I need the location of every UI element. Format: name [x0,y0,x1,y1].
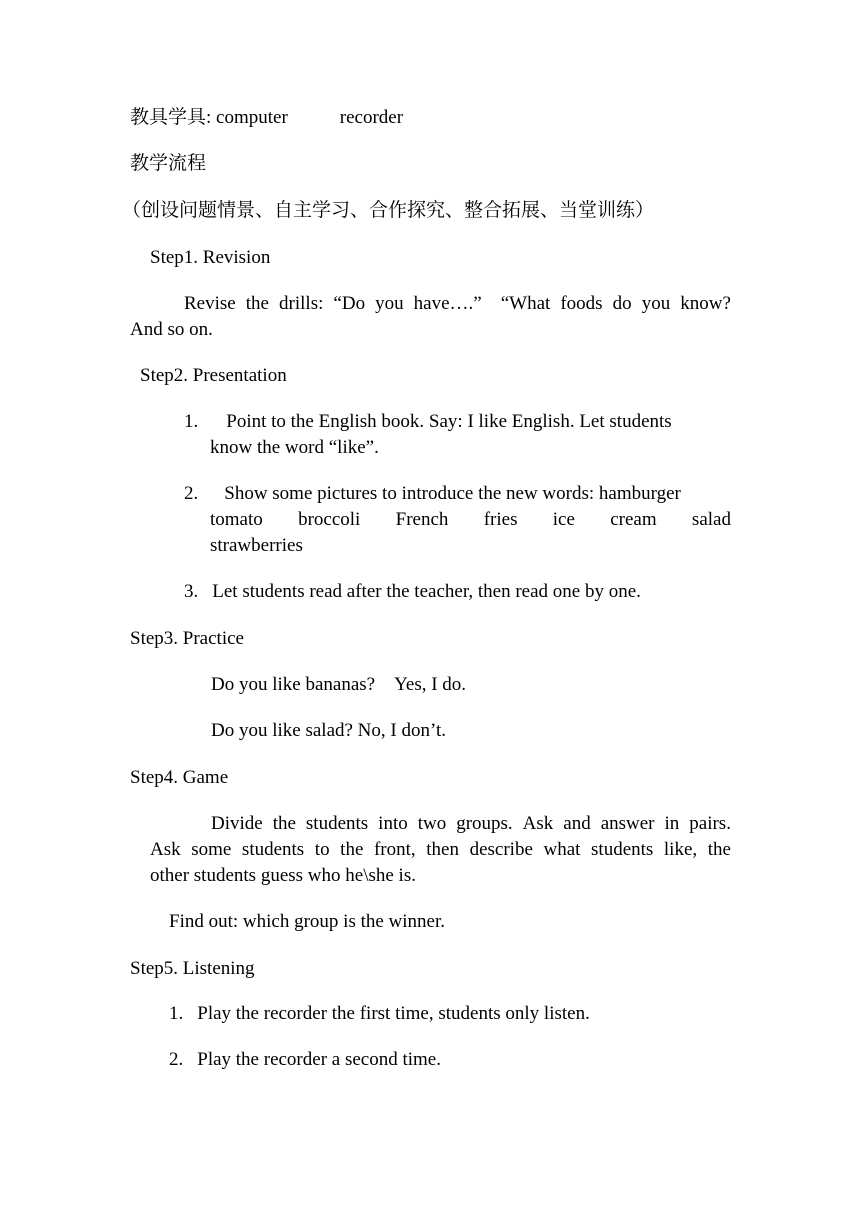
step3-line-2: Do you like salad? No, I don’t. [211,720,446,741]
word: you [641,293,671,314]
step4-text [150,811,731,889]
word: foods [560,293,603,314]
step2-item-1-line2: know the word “like”. [210,437,379,458]
tools-label: 教具学具: computer [130,107,288,128]
word: “Do [333,293,366,314]
step4-line3: other students guess who he\she is. [150,865,416,886]
step5-item-2-text: Play the recorder a second time. [197,1049,441,1070]
word-french: French [395,509,449,530]
word: students [241,839,305,860]
word: some [191,839,232,860]
word: drills: [279,293,324,314]
step2-item-3-num: 3. [184,581,199,602]
word: groups. [456,813,513,834]
word: the [272,813,296,834]
step5-title: Step5. Listening [130,958,255,979]
flow-steps: （创设问题情景、自主学习、合作探究、整合拓展、当堂训练） [122,200,655,221]
step5-item-1-num: 1. [169,1003,184,1024]
step1-title: Step1. Revision [150,247,271,268]
step2-item-1-line1: Point to the English book. Say: I like English. Let students [226,411,672,432]
step2-item-3-line1: Let students read after the teacher, then read one by one. [212,581,641,602]
step4-title: Step4. Game [130,767,229,788]
step1-text-line1 [130,291,731,317]
tools-item-recorder: recorder [339,107,404,128]
word: and [563,813,591,834]
word: students [305,813,369,834]
word: Ask [150,839,181,860]
word: in [664,813,680,834]
word: do [612,293,632,314]
word: know? [680,293,731,314]
word-tomato: tomato [210,509,263,530]
step2-title: Step2. Presentation [140,365,287,386]
word: two [417,813,447,834]
tools-line [130,105,403,131]
step2-item-2-line3: strawberries [210,535,303,556]
word: answer [600,813,655,834]
step1-text-line2: And so on. [130,319,213,340]
word: then [426,839,459,860]
step2-item-2-line1: Show some pictures to introduce the new words: hamburger [224,483,681,504]
step5-item-2 [169,1047,441,1073]
word: the [707,839,731,860]
word: pairs. [689,813,731,834]
word: Ask [522,813,554,834]
word: describe [469,839,533,860]
word: have….” “What [413,293,551,314]
word: into [378,813,408,834]
step5-item-1-text: Play the recorder the first time, students only listen. [197,1003,590,1024]
word: students [591,839,654,860]
word: front, [373,839,416,860]
step2-item-1 [184,409,731,461]
step2-item-2-words [184,507,731,533]
flow-title: 教学流程 [130,153,207,174]
step2-item-1-num: 1. [184,411,199,432]
word-cream: cream [610,509,657,530]
word: the [340,839,364,860]
word: you [375,293,404,314]
word-salad: salad [691,509,731,530]
step4-line1 [150,811,731,837]
word: Revise [184,293,236,314]
word-ice: ice [552,509,575,530]
step5-item-2-num: 2. [169,1049,184,1070]
step1-text [130,291,731,343]
step5-item-1 [169,1001,590,1027]
step2-item-3 [184,579,641,605]
step2-item-2-num: 2. [184,483,199,504]
word: what [543,839,581,860]
step3-title: Step3. Practice [130,628,244,649]
step4-find-out: Find out: which group is the winner. [169,911,446,932]
step3-line-1: Do you like bananas? Yes, I do. [211,674,467,695]
word: Divide [211,813,263,834]
word-broccoli: broccoli [298,509,361,530]
word: to [314,839,330,860]
word: like, [663,839,698,860]
word: the [245,293,269,314]
word-fries: fries [483,509,518,530]
step4-line2 [150,837,731,863]
step2-item-2 [184,481,731,559]
